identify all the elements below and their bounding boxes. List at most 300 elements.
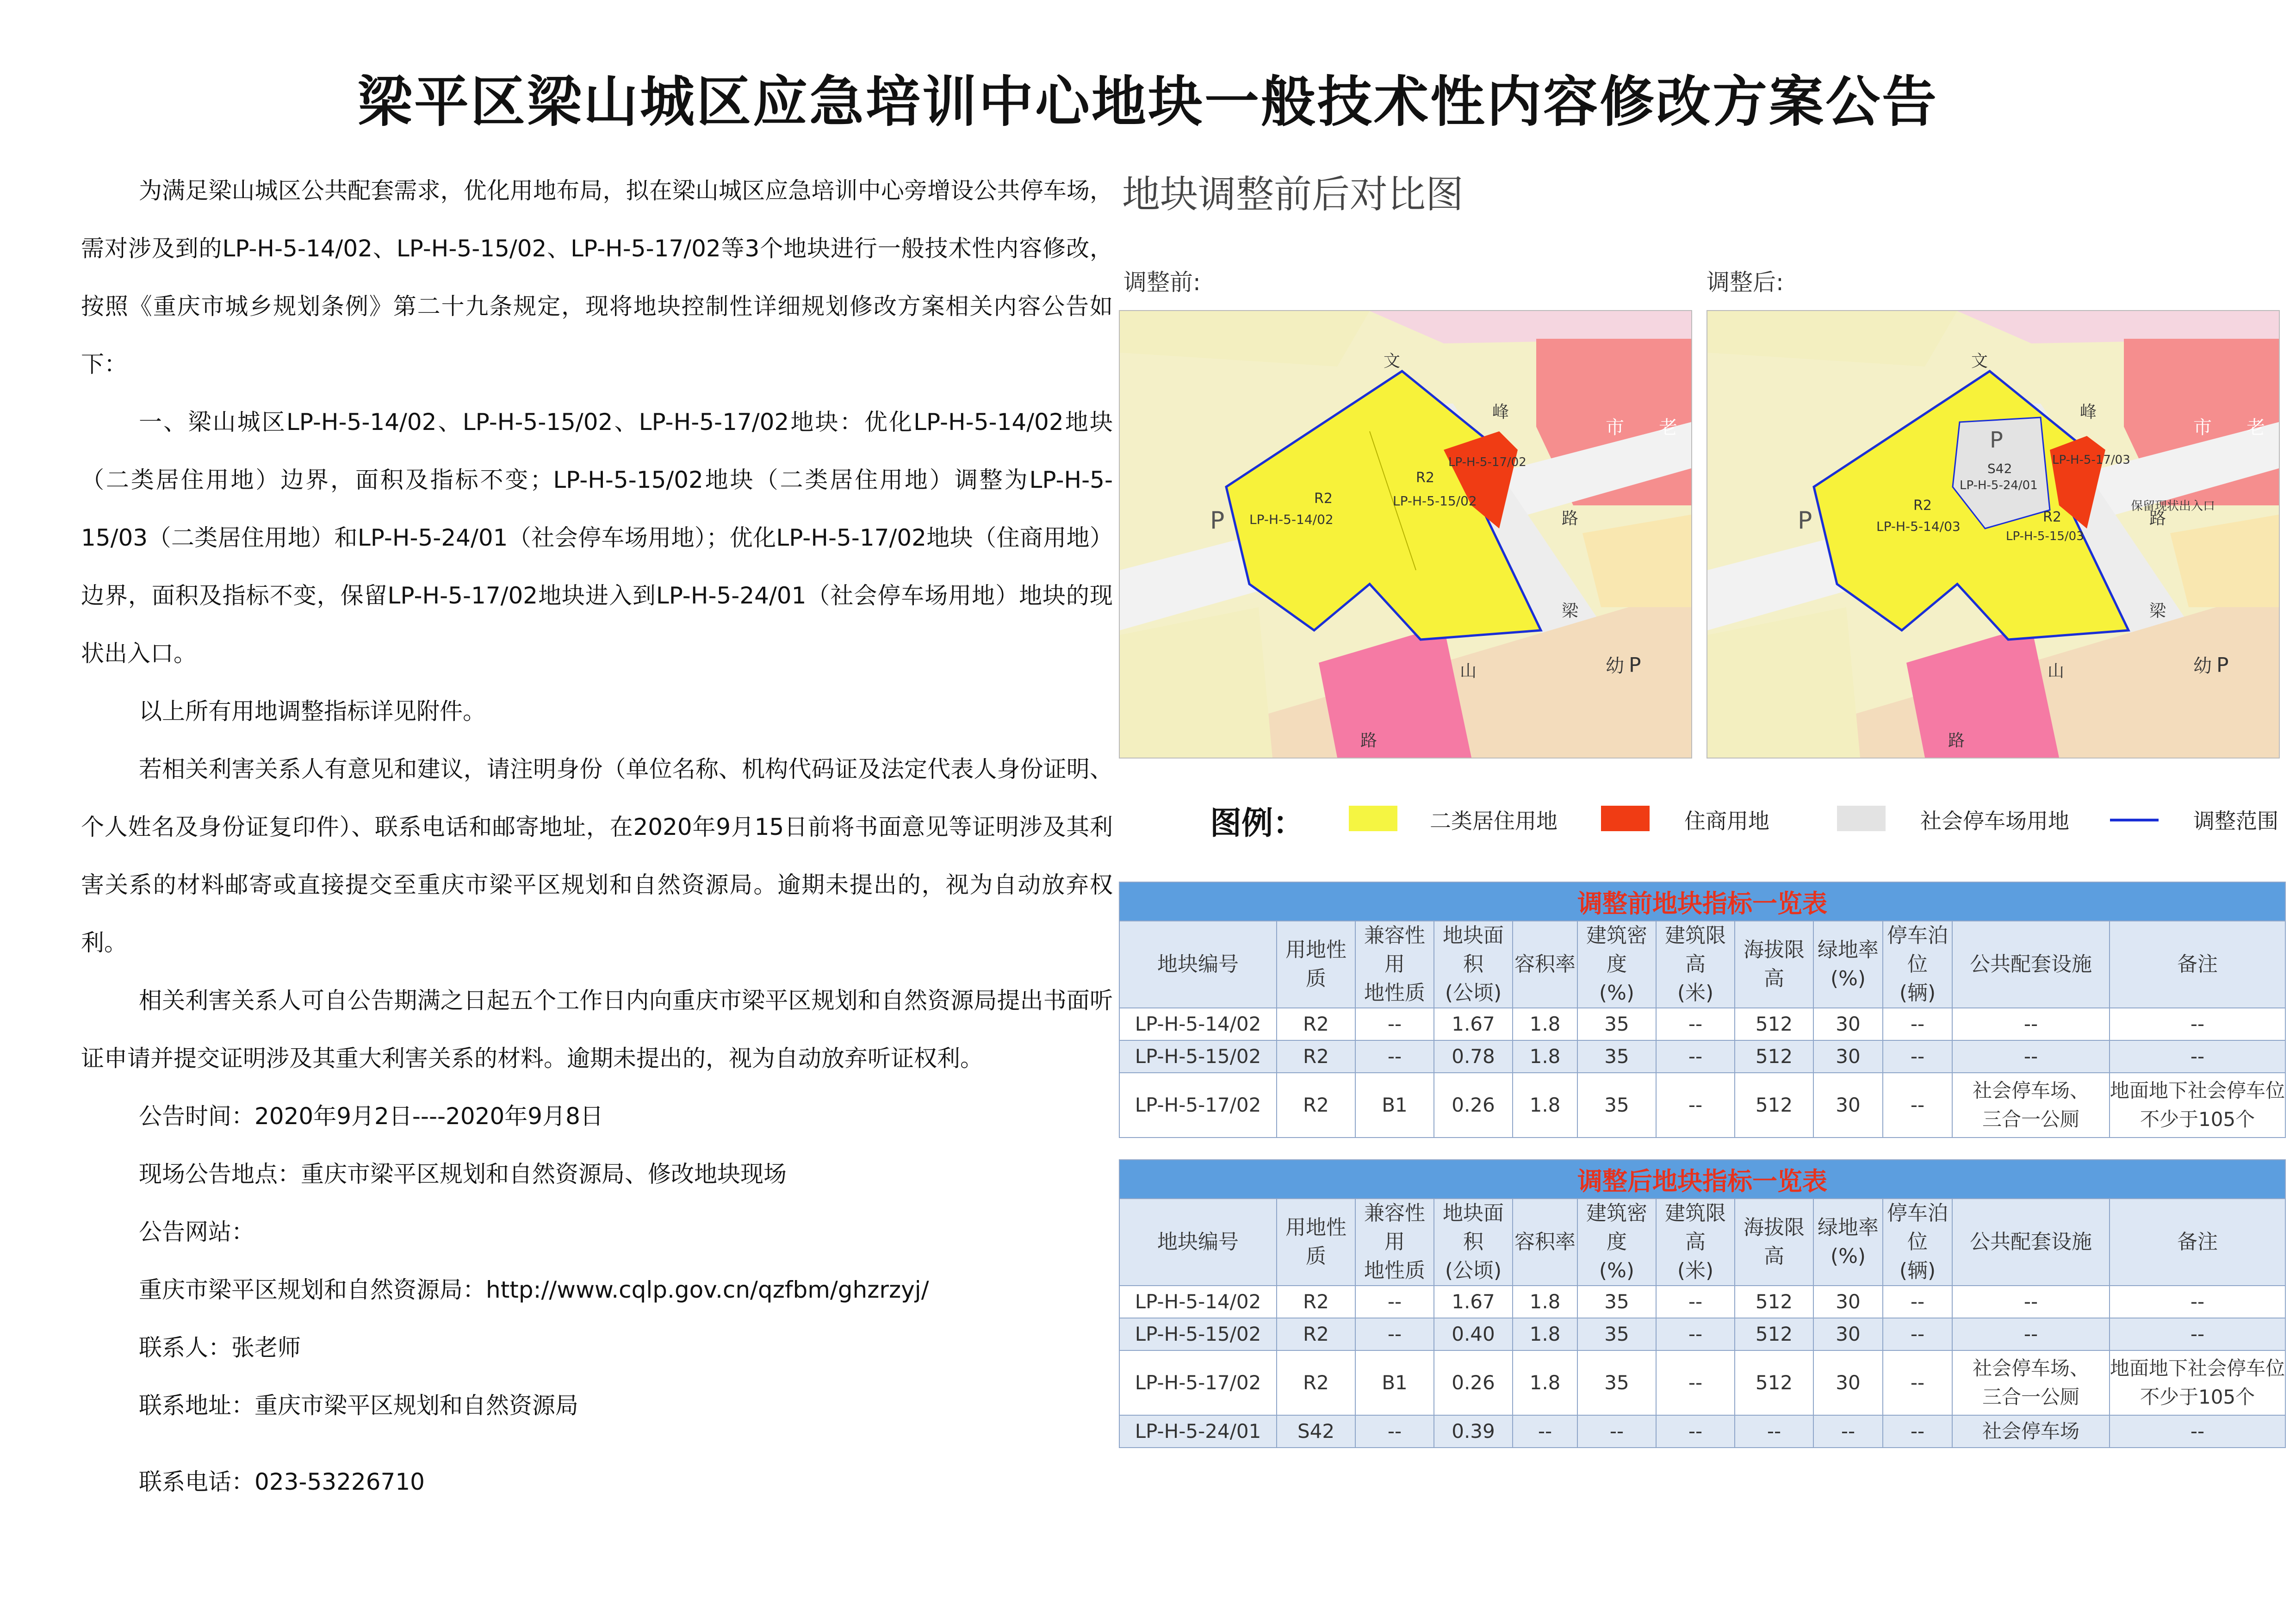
- map-before-parking-p: P: [1210, 507, 1225, 535]
- map-after: [1706, 310, 2280, 759]
- table-cell: [1952, 1350, 2110, 1415]
- table-cell: [2110, 1040, 2285, 1073]
- table-header-text: 地性质: [1364, 981, 1425, 1005]
- table-cell-text: 地面地下社会停车位: [2110, 1079, 2285, 1102]
- table-header-cell: [1883, 1199, 1952, 1286]
- map-before: [1119, 310, 1692, 759]
- table-header-cell: [1735, 1199, 1813, 1286]
- legend-title: 图例：: [1210, 805, 1305, 842]
- table-header-cell: [1119, 1199, 1277, 1286]
- table-cell: [1883, 1286, 1952, 1318]
- map-after-parking-p2: P: [2216, 653, 2229, 677]
- table-header-cell: [1119, 921, 1277, 1008]
- table-cell-text: 1.8: [1529, 1371, 1561, 1394]
- notice-location: 现场公告地点：重庆市梁平区规划和自然资源局、修改地块现场: [139, 1161, 787, 1188]
- table-cell: [1434, 1350, 1513, 1415]
- table-cell: [1277, 1318, 1355, 1350]
- table-cell-text: 0.26: [1452, 1094, 1495, 1116]
- map-after-kindergarten: 幼: [2193, 655, 2212, 677]
- table-cell-text: 35: [1604, 1371, 1629, 1394]
- table-header-cell: [2110, 921, 2285, 1008]
- table-cell: [1119, 1350, 1277, 1415]
- table-cell-text: --: [1910, 1045, 1925, 1068]
- map-after-road-wen: 文: [1971, 352, 1988, 371]
- table-header-cell: [1434, 1199, 1513, 1286]
- table-cell: [1952, 1040, 2110, 1073]
- attachment-note: 以上所有用地调整指标详见附件。: [139, 698, 486, 725]
- map-after-parcel-17: LP-H-5-17/03: [2052, 453, 2130, 467]
- map-after-parcel-14: LP-H-5-14/03: [1876, 519, 1961, 534]
- table-cell-text: S42: [1297, 1420, 1335, 1443]
- table-cell-text: --: [2190, 1045, 2205, 1068]
- table-cell: [1577, 1415, 1656, 1448]
- legend-label-commercial: 住商用地: [1684, 808, 1769, 833]
- table-header-text: 海拔限高: [1744, 1216, 1805, 1268]
- table-cell: [1277, 1040, 1355, 1073]
- table-cell-text: 0.78: [1452, 1045, 1495, 1068]
- table-header-text: 容积率: [1514, 952, 1576, 976]
- table-row: [1119, 1318, 2285, 1350]
- map-before-road-liang: 梁: [1562, 602, 1579, 621]
- table-cell: [1883, 1318, 1952, 1350]
- table-cell-text: --: [1387, 1420, 1402, 1443]
- map-before-road-shan: 山: [1460, 662, 1477, 681]
- map-after-road-lu: 路: [2149, 509, 2166, 528]
- table-cell: [1277, 1286, 1355, 1318]
- map-after-r2-a: R2: [1913, 497, 1932, 514]
- table-header-text: 地块面积: [1443, 1201, 1504, 1254]
- table-header-row: [1119, 1199, 2285, 1286]
- table-header-cell: [1355, 1199, 1434, 1286]
- table-cell-text: 0.39: [1452, 1420, 1495, 1443]
- legend-swatch-parking: [1837, 806, 1886, 831]
- table-cell-text: --: [1910, 1290, 1925, 1313]
- table-row: [1119, 1350, 2285, 1415]
- table-cell: [1735, 1008, 1813, 1040]
- table-header-text: 建筑限高: [1665, 924, 1726, 976]
- table-cell: [1952, 1415, 2110, 1448]
- table-header-cell: [1656, 1199, 1735, 1286]
- table-cell-text: --: [1910, 1420, 1925, 1443]
- table-cell: [1119, 1415, 1277, 1448]
- table-cell: [2110, 1073, 2285, 1138]
- table-cell-text: --: [1609, 1420, 1624, 1443]
- table-cell: [2110, 1415, 2285, 1448]
- table-cell-text: 35: [1604, 1013, 1629, 1035]
- table-cell: [1513, 1286, 1577, 1318]
- legend-swatch-scope: [2110, 819, 2159, 821]
- table-cell-text: R2: [1303, 1323, 1329, 1345]
- map-before-r2-b: R2: [1416, 470, 1434, 486]
- website-label: 公告网站：: [139, 1219, 254, 1245]
- table-header-row: [1119, 921, 2285, 1008]
- table-after: [1119, 1159, 2286, 1448]
- table-header-text: (辆): [1899, 1259, 1936, 1282]
- table-cell-text: --: [1688, 1420, 1703, 1443]
- comparison-heading: 地块调整前后对比图: [1122, 173, 1464, 217]
- table-cell-text: R2: [1303, 1094, 1329, 1116]
- legend-label-parking: 社会停车场用地: [1920, 808, 2069, 833]
- table-header-cell: [1277, 921, 1355, 1008]
- table-cell-text: --: [2023, 1045, 2038, 1068]
- map-after-parking-p: P: [1798, 507, 1812, 535]
- after-label: 调整后:: [1706, 269, 1784, 296]
- table-cell-text: 1.67: [1452, 1013, 1495, 1035]
- table-cell: [1513, 1318, 1577, 1350]
- table-cell-text: 1.8: [1529, 1045, 1561, 1068]
- legend-label-residential: 二类居住用地: [1430, 808, 1558, 833]
- website-link[interactable]: 重庆市梁平区规划和自然资源局：http://www.cqlp.gov.cn/qzfbm/ghzrzyj/: [139, 1276, 929, 1303]
- table-cell-text: 35: [1604, 1045, 1629, 1068]
- table-cell: [1355, 1008, 1434, 1040]
- table-cell: [1277, 1008, 1355, 1040]
- contact-person: 联系人：张老师: [139, 1334, 301, 1361]
- table-header-text: (公顷): [1445, 1259, 1502, 1282]
- table-cell: [1813, 1073, 1883, 1138]
- table-cell-text: LP-H-5-17/02: [1135, 1371, 1261, 1394]
- map-after-svg: [1707, 311, 2279, 758]
- table-cell: [1577, 1350, 1656, 1415]
- table-cell-text: LP-H-5-15/02: [1135, 1323, 1261, 1345]
- table-cell-text: --: [2190, 1420, 2205, 1443]
- map-after-parking-lot-p: P: [1990, 427, 2003, 453]
- table-cell: [1277, 1073, 1355, 1138]
- table-cell: [1735, 1040, 1813, 1073]
- table-cell: [1656, 1286, 1735, 1318]
- table-cell-text: 0.26: [1452, 1371, 1495, 1394]
- table-cell: [1735, 1073, 1813, 1138]
- table-cell: [1883, 1350, 1952, 1415]
- table-header-cell: [1513, 921, 1577, 1008]
- announcement-body: [81, 162, 1113, 1511]
- table-cell: [1656, 1073, 1735, 1138]
- map-before-r2-a: R2: [1314, 491, 1333, 507]
- table-cell: [1735, 1318, 1813, 1350]
- table-header-text: 公共配套设施: [1970, 952, 2092, 976]
- table-cell: [1355, 1286, 1434, 1318]
- table-cell: [1577, 1073, 1656, 1138]
- map-after-market: 市: [2193, 417, 2212, 438]
- table-cell-text: R2: [1303, 1290, 1329, 1313]
- table-cell: [1883, 1040, 1952, 1073]
- table-cell: [1656, 1415, 1735, 1448]
- table-header-cell: [1355, 921, 1434, 1008]
- table-header-text: (%): [1830, 1244, 1866, 1268]
- table-cell-text: --: [1538, 1420, 1552, 1443]
- table-header-cell: [1513, 1199, 1577, 1286]
- table-cell: [1883, 1415, 1952, 1448]
- table-header-cell: [1813, 921, 1883, 1008]
- table-cell-text: 512: [1755, 1045, 1793, 1068]
- table-cell: [1577, 1286, 1656, 1318]
- table-cell: [1277, 1415, 1355, 1448]
- map-after-entrance-note: 保留现状出入口: [2131, 499, 2215, 513]
- table-cell-text: 社会停车场: [1982, 1420, 2079, 1443]
- intro-paragraph: 为满足梁山城区公共配套需求，优化用地布局，拟在梁山城区应急培训中心旁增设公共停车场，需对涉及到的LP-H-5-14/02、LP-H-5-15/02、LP-H-5-17/02等3个地块进行一般技术性内容修改，按照《重庆市城乡规划条例》第二十九条规定，现将地块控制性详细规划修改方案相关内容公告如下：: [81, 177, 1113, 378]
- table-cell-text: 0.40: [1452, 1323, 1495, 1345]
- table-cell: [1434, 1008, 1513, 1040]
- table-cell: [1656, 1040, 1735, 1073]
- table-cell: [1434, 1415, 1513, 1448]
- table-cell-text: 三合一公厕: [1982, 1108, 2079, 1131]
- table-cell-text: 30: [1836, 1323, 1861, 1345]
- table-cell: [1813, 1008, 1883, 1040]
- map-after-parcel-15: LP-H-5-15/03: [2006, 529, 2084, 543]
- table-cell-text: --: [1910, 1371, 1925, 1394]
- contact-phone: 联系电话：023-53226710: [139, 1468, 425, 1495]
- table-cell: [1119, 1040, 1277, 1073]
- table-header-cell: [1277, 1199, 1355, 1286]
- table-cell-text: 512: [1755, 1013, 1793, 1035]
- table-header-text: 兼容性用: [1364, 924, 1425, 976]
- table-row: [1119, 1286, 2285, 1318]
- table-header-text: 地块编号: [1157, 952, 1239, 976]
- table-cell-text: --: [2190, 1013, 2205, 1035]
- table-cell: [2110, 1318, 2285, 1350]
- table-header-text: 用地性质: [1285, 938, 1347, 990]
- map-before-svg: [1120, 311, 1691, 758]
- map-after-road-liang: 梁: [2149, 602, 2166, 621]
- table-header-text: 地块编号: [1157, 1230, 1239, 1254]
- table-header-text: 建筑密度: [1586, 924, 1647, 976]
- table-header-text: (%): [1599, 981, 1635, 1005]
- table-cell: [1513, 1415, 1577, 1448]
- table-header-text: 容积率: [1514, 1230, 1576, 1254]
- table-header-cell: [1952, 1199, 2110, 1286]
- table-header-cell: [1434, 921, 1513, 1008]
- table-header-text: 兼容性用: [1364, 1201, 1425, 1254]
- table-cell: [1355, 1040, 1434, 1073]
- table-cell: [2110, 1286, 2285, 1318]
- table-cell: [1656, 1350, 1735, 1415]
- table-after-caption: 调整后地块指标一览表: [1119, 1160, 2285, 1199]
- table-header-text: 停车泊位: [1887, 1201, 1948, 1254]
- table-before-caption: 调整前地块指标一览表: [1119, 882, 2285, 921]
- table-cell: [1119, 1008, 1277, 1040]
- table-cell: [1577, 1318, 1656, 1350]
- table-cell: [1355, 1073, 1434, 1138]
- table-cell-text: --: [2190, 1323, 2205, 1345]
- table-cell: [1656, 1008, 1735, 1040]
- table-header-text: 公共配套设施: [1970, 1230, 2092, 1254]
- hearing-paragraph: 相关利害关系人可自公告期满之日起五个工作日内向重庆市梁平区规划和自然资源局提出书面听证申请并提交证明涉及其重大利害关系的材料。逾期未提出的，视为自动放弃听证权利。: [81, 987, 1113, 1072]
- table-cell-text: 1.8: [1529, 1290, 1561, 1313]
- table-after-wrap: [1119, 1159, 2285, 1448]
- table-cell-text: LP-H-5-24/01: [1135, 1420, 1261, 1443]
- legend-swatch-residential: [1349, 806, 1397, 831]
- table-cell: [2110, 1008, 2285, 1040]
- table-cell-text: --: [1688, 1013, 1703, 1035]
- table-cell-text: --: [1387, 1013, 1402, 1035]
- table-cell: [1735, 1286, 1813, 1318]
- table-cell-text: 不少于105个: [2140, 1108, 2255, 1131]
- table-cell: [1355, 1415, 1434, 1448]
- table-cell-text: 512: [1755, 1290, 1793, 1313]
- table-header-text: (%): [1830, 967, 1866, 990]
- table-cell-text: LP-H-5-17/02: [1135, 1094, 1261, 1116]
- table-header-cell: [1577, 1199, 1656, 1286]
- table-header-text: 用地性质: [1285, 1216, 1347, 1268]
- table-cell-text: --: [1688, 1371, 1703, 1394]
- table-cell: [1813, 1286, 1883, 1318]
- table-cell-text: 三合一公厕: [1982, 1386, 2079, 1408]
- map-before-parcel-15: LP-H-5-15/02: [1393, 493, 1477, 509]
- table-cell-text: 1.67: [1452, 1290, 1495, 1313]
- table-cell-text: 不少于105个: [2140, 1386, 2255, 1408]
- notice-period: 公告时间：2020年9月2日----2020年9月8日: [139, 1103, 603, 1130]
- table-cell: [1813, 1040, 1883, 1073]
- table-cell-text: 1.8: [1529, 1013, 1561, 1035]
- map-before-market: 市: [1606, 417, 1624, 438]
- table-cell-text: --: [1387, 1290, 1402, 1313]
- table-cell-text: 30: [1836, 1045, 1861, 1068]
- page-title: 梁平区梁山城区应急培训中心地块一般技术性内容修改方案公告: [357, 70, 1938, 134]
- table-row: [1119, 1008, 2285, 1040]
- table-header-text: 停车泊位: [1887, 924, 1948, 976]
- table-header-text: 备注: [2177, 1230, 2218, 1254]
- table-before: [1119, 882, 2286, 1138]
- table-header-cell: [1952, 921, 2110, 1008]
- table-header-cell: [2110, 1199, 2285, 1286]
- table-cell: [1119, 1318, 1277, 1350]
- table-cell-text: --: [1688, 1323, 1703, 1345]
- table-cell: [1434, 1040, 1513, 1073]
- table-cell: [1355, 1350, 1434, 1415]
- map-after-road-shan: 山: [2048, 662, 2065, 681]
- table-cell-text: 30: [1836, 1094, 1861, 1116]
- table-cell: [1883, 1008, 1952, 1040]
- table-cell: [1577, 1040, 1656, 1073]
- table-cell-text: --: [1767, 1420, 1781, 1443]
- table-cell: [1513, 1008, 1577, 1040]
- table-cell-text: --: [1387, 1323, 1402, 1345]
- contact-address: 联系地址：重庆市梁平区规划和自然资源局: [139, 1392, 578, 1419]
- table-header-text: (米): [1677, 981, 1714, 1005]
- table-cell-text: --: [1387, 1045, 1402, 1068]
- table-cell: [1735, 1350, 1813, 1415]
- map-before-kindergarten: 幼: [1606, 655, 1624, 677]
- table-cell: [1434, 1318, 1513, 1350]
- before-label: 调整前:: [1123, 269, 1201, 296]
- map-before-road-wen: 文: [1384, 352, 1401, 371]
- table-header-text: 建筑限高: [1665, 1201, 1726, 1254]
- map-after-road-lu2: 路: [1948, 731, 1965, 750]
- adjustment-paragraph: 一、梁山城区LP-H-5-14/02、LP-H-5-15/02、LP-H-5-17/02地块：优化LP-H-5-14/02地块（二类居住用地）边界，面积及指标不变；LP-H-5-15/02地块（二类居住用地）调整为LP-H-5-15/03（二类居住用地）和LP-H-5-24/01（社会停车场用地）；优化LP-H-5-17/02地块（住商用地）边界，面积及指标不变，保留LP-H-5-17/02地块进入到LP-H-5-24/01（社会停车场用地）地块的现状出入口。: [81, 409, 1113, 667]
- table-row: [1119, 1415, 2285, 1448]
- table-cell: [1952, 1318, 2110, 1350]
- table-cell-text: R2: [1303, 1371, 1329, 1394]
- legend-swatch-commercial: [1601, 806, 1650, 831]
- table-cell-text: --: [2023, 1290, 2038, 1313]
- table-cell: [1577, 1008, 1656, 1040]
- table-cell-text: LP-H-5-14/02: [1135, 1013, 1261, 1035]
- table-cell-text: LP-H-5-14/02: [1135, 1290, 1261, 1313]
- table-cell: [2110, 1350, 2285, 1415]
- table-cell: [1277, 1350, 1355, 1415]
- table-cell-text: --: [1688, 1290, 1703, 1313]
- table-header-text: 绿地率: [1818, 1216, 1879, 1239]
- table-cell: [1434, 1073, 1513, 1138]
- legend-label-scope: 调整范围: [2193, 808, 2278, 833]
- table-cell: [1883, 1073, 1952, 1138]
- table-cell: [1119, 1286, 1277, 1318]
- table-cell-text: --: [1910, 1323, 1925, 1345]
- table-cell-text: --: [1910, 1094, 1925, 1116]
- legend: [1210, 798, 2288, 842]
- table-cell: [1952, 1008, 2110, 1040]
- table-header-text: (辆): [1899, 981, 1936, 1005]
- table-cell-text: 512: [1755, 1371, 1793, 1394]
- table-cell: [1952, 1286, 2110, 1318]
- table-cell: [1735, 1415, 1813, 1448]
- table-cell-text: R2: [1303, 1045, 1329, 1068]
- table-cell-text: 1.8: [1529, 1094, 1561, 1116]
- table-header-text: (%): [1599, 1259, 1635, 1282]
- table-header-text: 海拔限高: [1744, 938, 1805, 990]
- table-header-text: 地块面积: [1443, 924, 1504, 976]
- map-before-parcel-17: LP-H-5-17/02: [1448, 455, 1527, 469]
- map-before-road-lu: 路: [1562, 509, 1579, 528]
- table-header-text: 绿地率: [1818, 938, 1879, 962]
- table-header-cell: [1656, 921, 1735, 1008]
- table-cell-text: 1.8: [1529, 1323, 1561, 1345]
- table-cell-text: 512: [1755, 1094, 1793, 1116]
- table-cell-text: --: [1688, 1094, 1703, 1116]
- table-header-text: 备注: [2177, 952, 2218, 976]
- table-before-wrap: [1119, 882, 2285, 1138]
- table-cell-text: --: [1841, 1420, 1855, 1443]
- table-cell: [1513, 1040, 1577, 1073]
- table-cell-text: 35: [1604, 1094, 1629, 1116]
- table-cell: [1813, 1350, 1883, 1415]
- table-cell-text: R2: [1303, 1013, 1329, 1035]
- map-after-s42: S42: [1987, 461, 2012, 476]
- table-cell-text: 30: [1836, 1371, 1861, 1394]
- table-cell: [1434, 1286, 1513, 1318]
- table-header-text: (公顷): [1445, 981, 1502, 1005]
- map-before-old: 老: [1659, 417, 1677, 438]
- table-header-text: (米): [1677, 1259, 1714, 1282]
- map-after-parcel-24: LP-H-5-24/01: [1960, 479, 2038, 492]
- table-cell: [1513, 1350, 1577, 1415]
- map-before-parking-p2: P: [1629, 653, 1641, 677]
- table-cell-text: --: [1688, 1045, 1703, 1068]
- table-cell-text: 社会停车场、: [1972, 1079, 2089, 1102]
- table-cell: [1952, 1073, 2110, 1138]
- table-cell: [1355, 1318, 1434, 1350]
- table-row: [1119, 1073, 2285, 1138]
- table-header-text: 建筑密度: [1586, 1201, 1647, 1254]
- table-cell: [1813, 1318, 1883, 1350]
- table-cell-text: B1: [1382, 1371, 1408, 1394]
- table-header-cell: [1883, 921, 1952, 1008]
- map-after-old: 老: [2246, 417, 2265, 438]
- map-before-parcel-14: LP-H-5-14/02: [1249, 512, 1334, 527]
- table-cell-text: 30: [1836, 1013, 1861, 1035]
- map-before-road-lu2: 路: [1360, 731, 1378, 750]
- map-after-r2-b: R2: [2043, 509, 2061, 525]
- table-cell: [1119, 1073, 1277, 1138]
- table-cell-text: LP-H-5-15/02: [1135, 1045, 1261, 1068]
- table-cell-text: 512: [1755, 1323, 1793, 1345]
- table-cell-text: B1: [1382, 1094, 1408, 1116]
- table-cell: [1513, 1073, 1577, 1138]
- objection-paragraph: 若相关利害关系人有意见和建议，请注明身份（单位名称、机构代码证及法定代表人身份证明、个人姓名及身份证复印件）、联系电话和邮寄地址，在2020年9月15日前将书面意见等证明涉及其利害关系的材料邮寄或直接提交至重庆市梁平区规划和自然资源局。逾期未提出的，视为自动放弃权利。: [81, 756, 1113, 956]
- table-header-text: 地性质: [1364, 1259, 1425, 1282]
- table-cell-text: 社会停车场、: [1972, 1357, 2089, 1380]
- map-before-road-feng: 峰: [1492, 403, 1509, 422]
- map-after-road-feng: 峰: [2080, 403, 2097, 422]
